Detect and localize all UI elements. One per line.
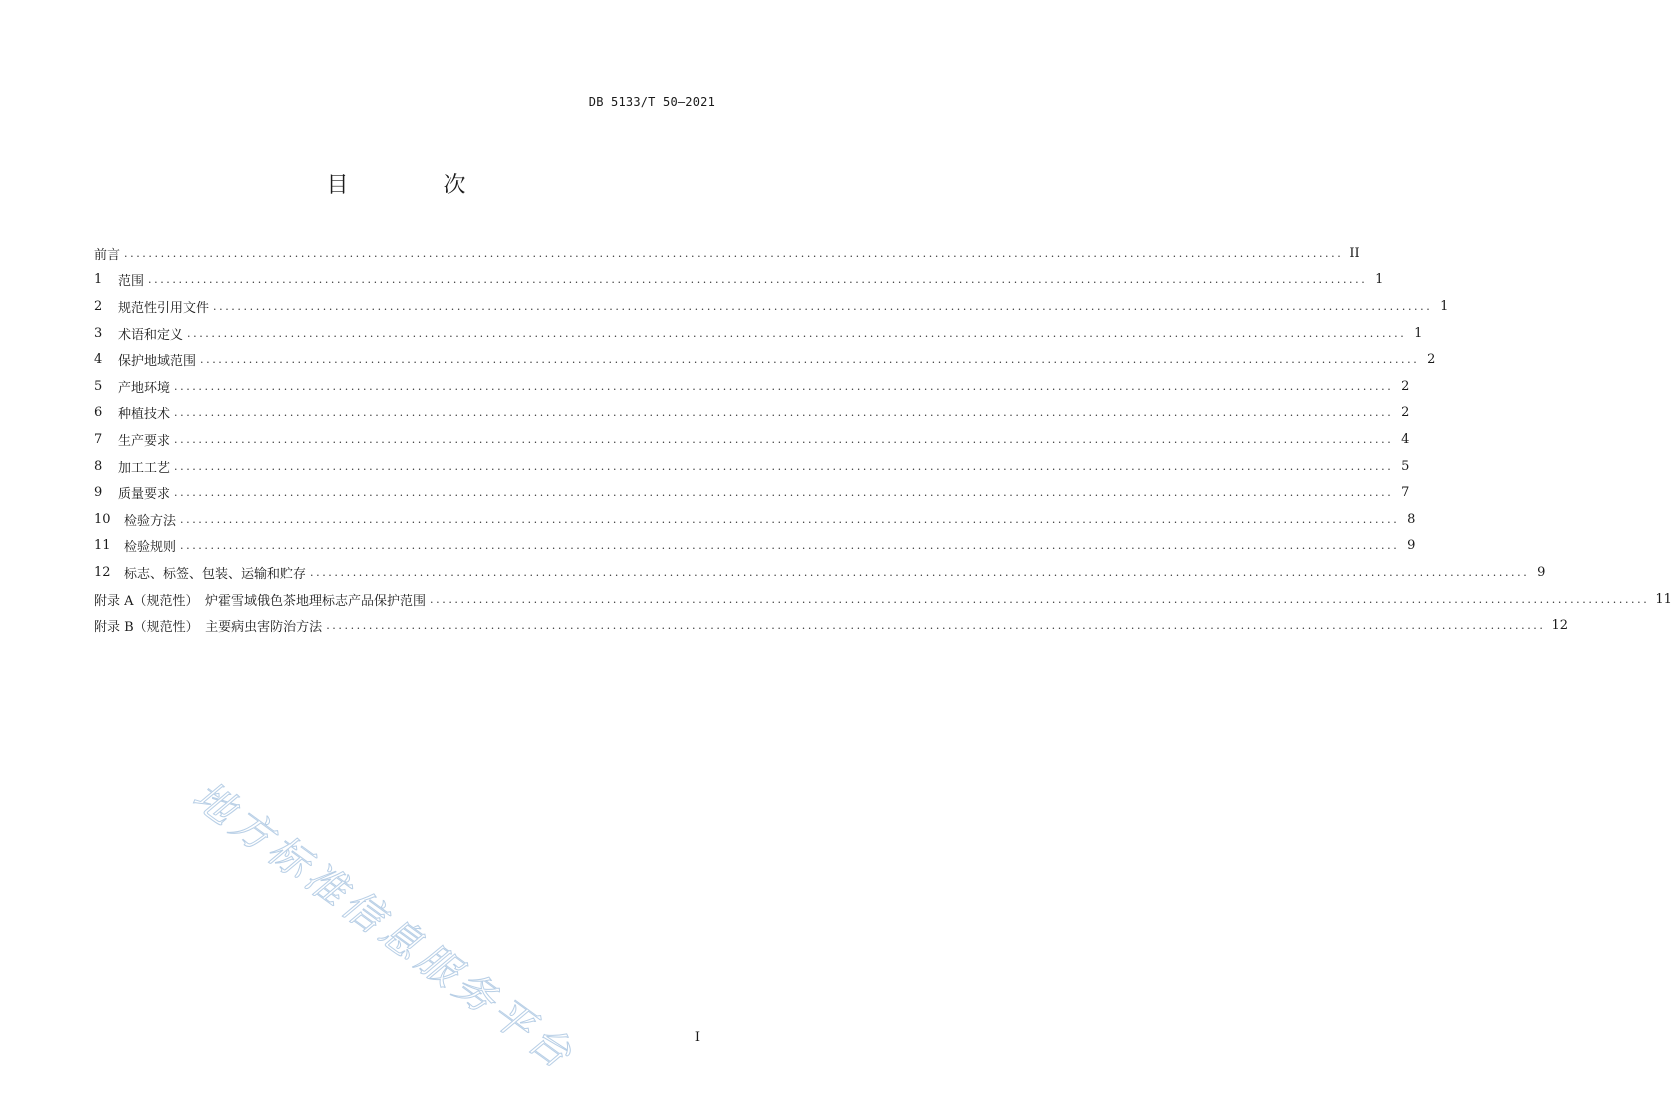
toc-dot-leader: ........................................................................................................................................................................................................ — [187, 326, 1407, 340]
toc-entry-number: 4 — [94, 352, 103, 368]
toc-entry-title: 标志、标签、包装、运输和贮存 — [124, 566, 307, 582]
toc-entry[interactable] — [94, 533, 1416, 560]
toc-entry-title: 种植技术 — [118, 407, 171, 423]
toc-entry-page: 4 — [1401, 431, 1410, 447]
watermark: 地方标准信息服务平台 — [184, 772, 584, 1081]
toc-entry-page: 1 — [1440, 298, 1449, 314]
toc-entry-page: 12 — [1551, 618, 1569, 634]
toc-entry-title: 检验规则 — [124, 540, 177, 556]
toc-entry[interactable] — [94, 267, 1384, 294]
toc-entry-page: 2 — [1401, 378, 1410, 394]
toc-entry-page: 7 — [1401, 485, 1410, 501]
toc-entry-number: 8 — [94, 458, 103, 474]
toc-entry-page: 9 — [1537, 564, 1546, 580]
toc-entry-title: 附录 A（规范性） 炉霍雪域俄色茶地理标志产品保护范围 — [94, 593, 427, 609]
toc-entry[interactable] — [94, 479, 1410, 506]
toc-entry-title: 生产要求 — [118, 433, 171, 449]
toc-entry-page: 11 — [1655, 591, 1672, 607]
toc-entry-title: 术语和定义 — [118, 327, 184, 343]
toc-entry-number: 2 — [94, 298, 103, 314]
toc-entry-number: 12 — [94, 564, 111, 580]
toc-entry-page: 9 — [1407, 538, 1416, 554]
toc-dot-leader: ........................................................................................................................................................................................................ — [180, 539, 1400, 553]
toc-entry-page: 1 — [1414, 325, 1423, 341]
toc-dot-leader: ........................................................................................................................................................................................................ — [310, 565, 1530, 579]
toc-entry-title: 加工工艺 — [118, 460, 171, 476]
toc-dot-leader: ........................................................................................................................................................................................................ — [430, 592, 1650, 606]
toc-entry-number: 6 — [94, 405, 103, 421]
toc-dot-leader: ........................................................................................................................................................................................................ — [180, 512, 1400, 526]
toc-entry-number: 10 — [94, 511, 111, 527]
toc-entry[interactable] — [94, 426, 1410, 453]
toc-dot-leader: ........................................................................................................................................................................................................ — [124, 246, 1344, 260]
toc-entry-title: 前言 — [94, 247, 121, 263]
toc-dot-leader: ........................................................................................................................................................................................................ — [174, 432, 1394, 446]
toc-dot-leader: ........................................................................................................................................................................................................ — [148, 273, 1368, 287]
toc-dot-leader: ........................................................................................................................................................................................................ — [326, 619, 1546, 633]
toc-entry[interactable] — [94, 346, 1436, 373]
toc-entry-title: 产地环境 — [118, 380, 171, 396]
toc-entry-page: 2 — [1401, 405, 1410, 421]
toc-entry-page: 1 — [1375, 272, 1384, 288]
toc-entry[interactable] — [94, 240, 1360, 267]
toc-entry-page: 2 — [1427, 352, 1436, 368]
toc-entry-page: 5 — [1401, 458, 1410, 474]
toc-entry-page: 8 — [1407, 511, 1416, 527]
toc-entry-page: II — [1349, 245, 1360, 261]
toc-dot-leader: ........................................................................................................................................................................................................ — [174, 459, 1394, 473]
toc-entry-title: 附录 B（规范性） 主要病虫害防治方法 — [94, 620, 323, 636]
toc-entry-number: 1 — [94, 272, 103, 288]
toc-dot-leader: ........................................................................................................................................................................................................ — [200, 353, 1420, 367]
toc-dot-leader: ........................................................................................................................................................................................................ — [174, 379, 1394, 393]
header-code: DB 5133/T 50—2021 — [588, 95, 715, 109]
toc-entry[interactable] — [94, 293, 1449, 320]
toc-entry-title: 规范性引用文件 — [118, 300, 210, 316]
page-title: 目 次 — [326, 173, 510, 198]
toc-entry-number: 5 — [94, 378, 103, 394]
toc-dot-leader: ........................................................................................................................................................................................................ — [213, 299, 1433, 313]
table-of-contents — [94, 240, 1672, 639]
toc-entry-number: 7 — [94, 431, 103, 447]
toc-entry-title: 检验方法 — [124, 513, 177, 529]
toc-entry-number: 9 — [94, 485, 103, 501]
toc-entry-title: 质量要求 — [118, 487, 171, 503]
toc-entry-title: 范围 — [118, 274, 145, 290]
toc-entry[interactable] — [94, 453, 1410, 480]
toc-entry[interactable] — [94, 586, 1672, 613]
toc-entry[interactable] — [94, 400, 1410, 427]
toc-dot-leader: ........................................................................................................................................................................................................ — [174, 486, 1394, 500]
toc-entry[interactable] — [94, 320, 1423, 347]
toc-entry-number: 3 — [94, 325, 103, 341]
toc-entry-number: 11 — [94, 538, 111, 554]
page-number: I — [694, 1030, 700, 1045]
toc-entry[interactable] — [94, 559, 1546, 586]
toc-entry[interactable] — [94, 612, 1569, 639]
toc-entry[interactable] — [94, 373, 1410, 400]
toc-entry-title: 保护地域范围 — [118, 354, 197, 370]
toc-entry[interactable] — [94, 506, 1416, 533]
toc-dot-leader: ........................................................................................................................................................................................................ — [174, 406, 1394, 420]
